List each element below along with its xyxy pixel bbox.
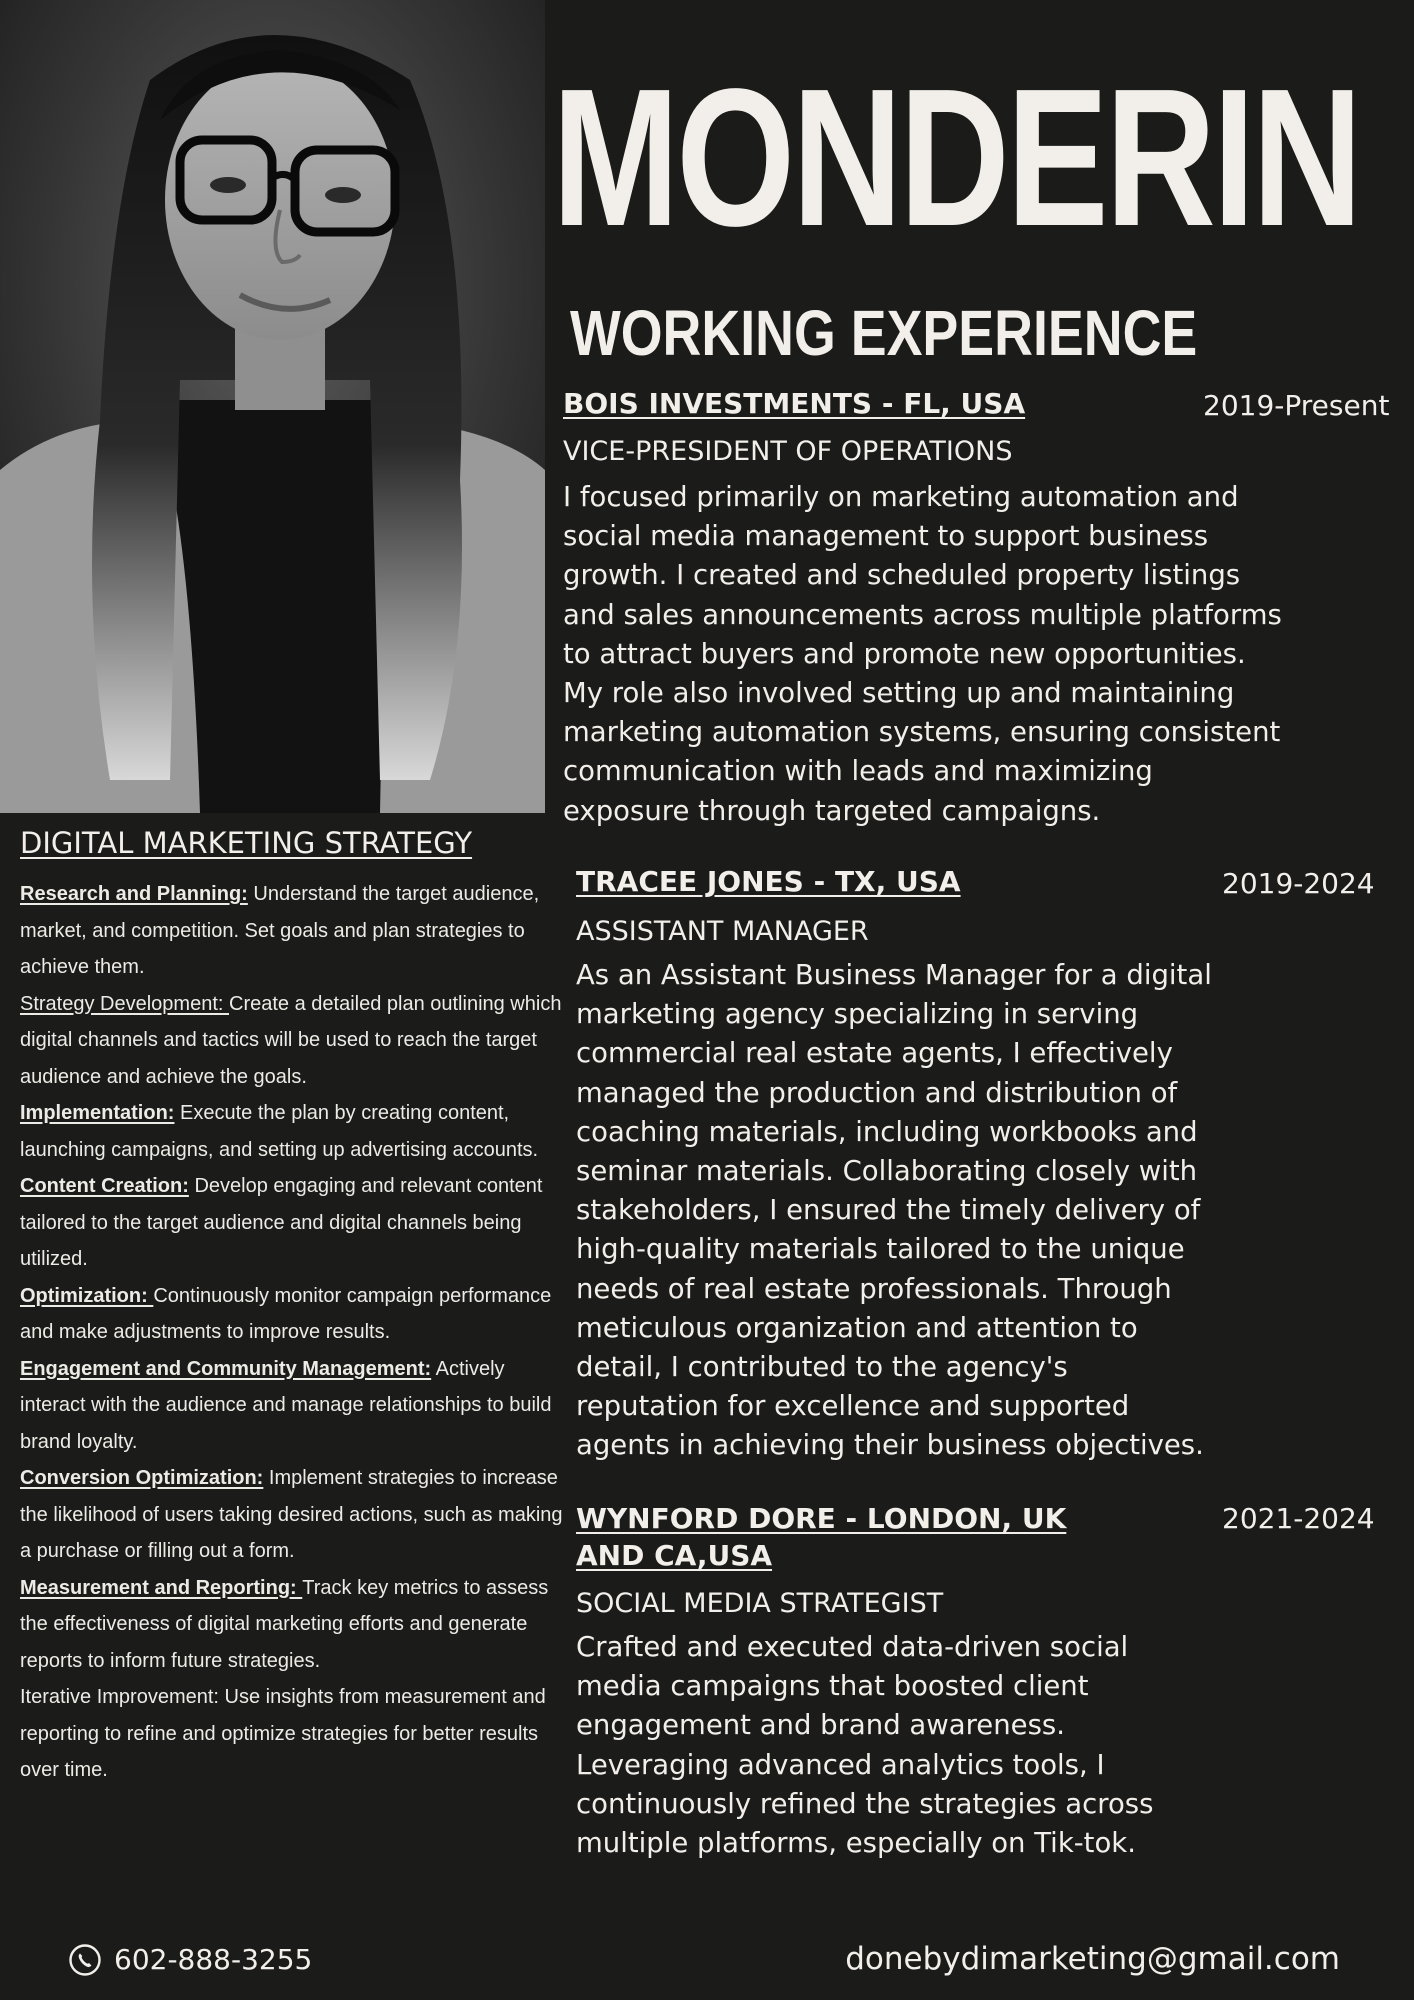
strategy-item-label: Implementation: [20, 1102, 175, 1124]
strategy-item-text: Implement strategies to increase the likelihood of users taking desired actions, such as making a purchase or filling out a form. [20, 1467, 563, 1562]
job-description: Crafted and executed data-driven social media campaigns that boosted client engagement and brand awareness. Leveraging advanced analytics tools, I continuously refined the strategies across multiple platforms, especially on Tik-tok. [576, 1631, 1154, 1860]
strategy-item-label: Research and Planning: [20, 883, 248, 905]
strategy-item-text: Develop engaging and relevant content tailored to the target audience and digital channels being utilized. [20, 1175, 543, 1270]
job-years: 2019-2024 [1222, 867, 1375, 900]
contact-phone[interactable] [68, 1940, 312, 1980]
job-description: I focused primarily on marketing automation and social media management to support business growth. I created and scheduled property listings and sales announcements across multiple platforms to attract buyers and promote new opportunities. My role also involved setting up and maintaining marketing automation systems, ensuring consistent communication with leads and maximizing exposure through targeted campaigns. [563, 481, 1282, 827]
profile-photo [0, 0, 545, 813]
strategy-item-label: Conversion Optimization: [20, 1467, 264, 1489]
job-years: 2021-2024 [1222, 1502, 1375, 1535]
strategy-item-text: Continuously monitor campaign performance and make adjustments to improve results. [20, 1284, 552, 1343]
strategy-item-text: Understand the target audience, market, and competition. Set goals and plan strategies to achieve them. [20, 883, 540, 978]
job-entry-3 [576, 1500, 1196, 1863]
strategy-item-label: Strategy Development: [20, 992, 229, 1015]
job-entry-1 [563, 385, 1283, 831]
job-years: 2019-Present [1203, 389, 1390, 422]
strategy-item [20, 1351, 565, 1461]
job-company: WYNFORD DORE - LONDON, UK AND CA,USA [576, 1502, 1067, 1572]
strategy-item-label: Engagement and Community Management: [20, 1357, 432, 1380]
working-experience-heading: WORKING EXPERIENCE [570, 297, 1198, 369]
job-role: ASSISTANT MANAGER [576, 916, 869, 947]
strategy-title: DIGITAL MARKETING STRATEGY [20, 826, 473, 860]
digital-marketing-strategy [20, 824, 565, 1789]
strategy-item-text: Execute the plan by creating content, launching campaigns, and setting up advertising accounts. [20, 1102, 539, 1161]
strategy-item [20, 1460, 565, 1570]
strategy-item [20, 876, 565, 986]
phone-icon [68, 1943, 102, 1977]
strategy-item-text: Track key metrics to assess the effectiveness of digital marketing efforts and generate reports to inform future strategies. [20, 1576, 549, 1672]
strategy-item-text: Actively interact with the audience and manage relationships to build brand loyalty. [20, 1357, 552, 1453]
job-company: BOIS INVESTMENTS - FL, USA [563, 387, 1026, 420]
strategy-item [20, 1570, 565, 1680]
strategy-item-text: Create a detailed plan outlining which digital channels and tactics will be used to reach the target audience and achieve the goals. [20, 992, 562, 1088]
strategy-item-label: Optimization: [20, 1284, 154, 1307]
portrait-illustration [0, 0, 545, 813]
job-company: TRACEE JONES - TX, USA [576, 865, 961, 898]
contact-email[interactable]: donebydimarketing@gmail.com [845, 1941, 1340, 1977]
phone-number: 602-888-3255 [114, 1943, 313, 1976]
job-role: SOCIAL MEDIA STRATEGIST [576, 1588, 944, 1619]
person-name: MONDERIN [552, 48, 1360, 267]
strategy-item [20, 1168, 565, 1278]
job-role: VICE-PRESIDENT OF OPERATIONS [563, 436, 1013, 467]
strategy-item [20, 1095, 565, 1168]
strategy-item-label: Content Creation: [20, 1175, 189, 1197]
strategy-item-label: Measurement and Reporting: [20, 1576, 303, 1599]
strategy-item [20, 986, 565, 1096]
job-description: As an Assistant Business Manager for a digital marketing agency specializing in serving commercial real estate agents, I effectively managed the production and distribution of coaching materials, including workbooks and seminar materials. Collaborating closely with stakeholders, I ensured the timely delivery of high-quality materials tailored to the unique needs of real estate professionals. Through meticulous organization and attention to detail, I contributed to the agency's reputation for excellence and supported agents in achieving their business objectives. [576, 959, 1212, 1462]
strategy-closing: Iterative Improvement: Use insights from measurement and reporting to refine and optimize strategies for better results over time. [20, 1686, 546, 1781]
strategy-item [20, 1278, 565, 1351]
job-entry-2 [576, 863, 1216, 1466]
